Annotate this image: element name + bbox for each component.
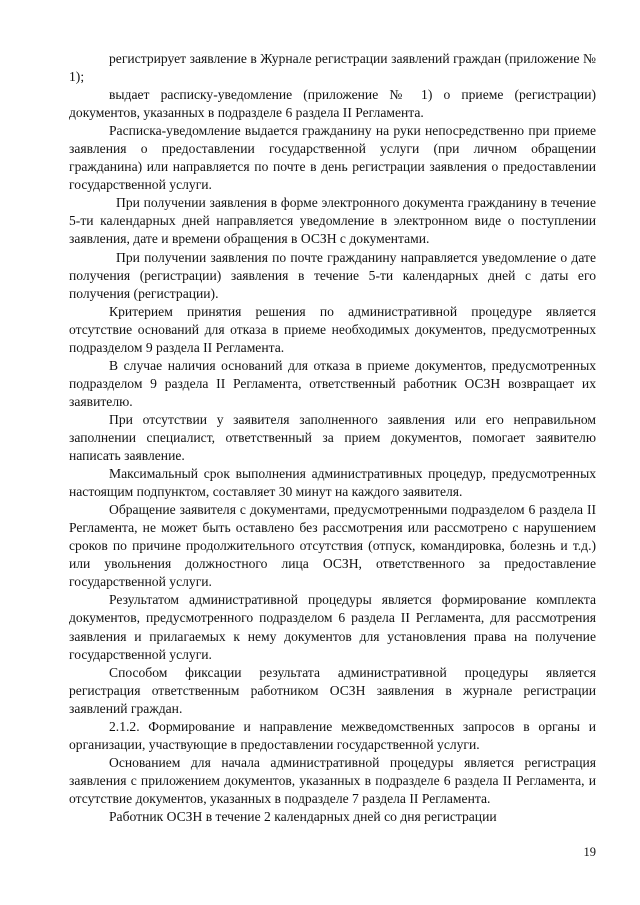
paragraph-3: Расписка-уведомление выдается гражданину на руки непосредственно при приеме заявления о предоставлении государственной услуги (при личном обращении гражданина) или направляется по почте в день регистрации заявления о предоставлении государственной услуги. (69, 123, 596, 193)
paragraph-9: Максимальный срок выполнения административных процедур, предусмотренных настоящим подпунктом, составляет 30 минут на каждого заявителя. (69, 466, 596, 500)
paragraph-8: При отсутствии у заявителя заполненного заявления или его неправильном заполнении специалист, ответственный за прием документов, помогает заявителю написать заявление. (69, 411, 596, 464)
paragraph-1: регистрирует заявление в Журнале регистрации заявлений граждан (приложение № 1); (69, 51, 596, 85)
paragraph-10: Обращение заявителя с документами, предусмотренными подразделом 6 раздела II Регламента, не может быть оставлено без рассмотрения или рассмотрено с нарушением сроков по причине продолжительного отсутствия (отпуск, командировка, болезнь и т.д.) или увольнения должностного лица ОСЗН, ответственного за предоставление государственной услуги. (69, 502, 596, 590)
paragraph-14: Основанием для начала административной процедуры является регистрация заявления с приложением документов, указанных в подразделе 6 раздела II Регламента, и отсутствие документов, указанных в подразделе 7 раздела II Регламента. (69, 754, 596, 806)
paragraph-5: При получении заявления по почте гражданину направляется уведомление о дате получения (регистрации) заявления в течение 5-ти календарных дней с даты его получения (регистрации). (69, 249, 596, 301)
paragraph-13: 2.1.2. Формирование и направление межведомственных запросов в органы и организации, участвующие в предоставлении государственной услуги. (69, 718, 596, 752)
document-body (69, 50, 596, 826)
page-number: 19 (583, 845, 596, 859)
paragraph-6: Критерием принятия решения по административной процедуре является отсутствие оснований для отказа в приеме необходимых документов, предусмотренных подразделом 9 раздела II Регламента. (69, 303, 596, 355)
paragraph-2: выдает расписку-уведомление (приложение № 1) о приеме (регистрации) документов, указанных в подразделе 6 раздела II Регламента. (69, 87, 596, 121)
paragraph-12: Способом фиксации результата административной процедуры является регистрация ответственным работником ОСЗН заявления в журнале регистрации заявлений граждан. (69, 664, 596, 716)
paragraph-15: Работник ОСЗН в течение 2 календарных дней со дня регистрации (109, 808, 497, 824)
paragraph-11: Результатом административной процедуры является формирование комплекта документов, предусмотренного подразделом 6 раздела II Регламента, для рассмотрения заявления и прилагаемых к нему документов для установления права на получение государственной услуги. (69, 592, 596, 662)
paragraph-4: При получении заявления в форме электронного документа гражданину в течение 5-ти календарных дней направляется уведомление в электронном виде о поступлении заявления, дате и времени обращения в ОСЗН с документами. (69, 195, 596, 247)
paragraph-7: В случае наличия оснований для отказа в приеме документов, предусмотренных подразделом 9 раздела II Регламента, ответственный работник ОСЗН возвращает их заявителю. (69, 357, 596, 409)
